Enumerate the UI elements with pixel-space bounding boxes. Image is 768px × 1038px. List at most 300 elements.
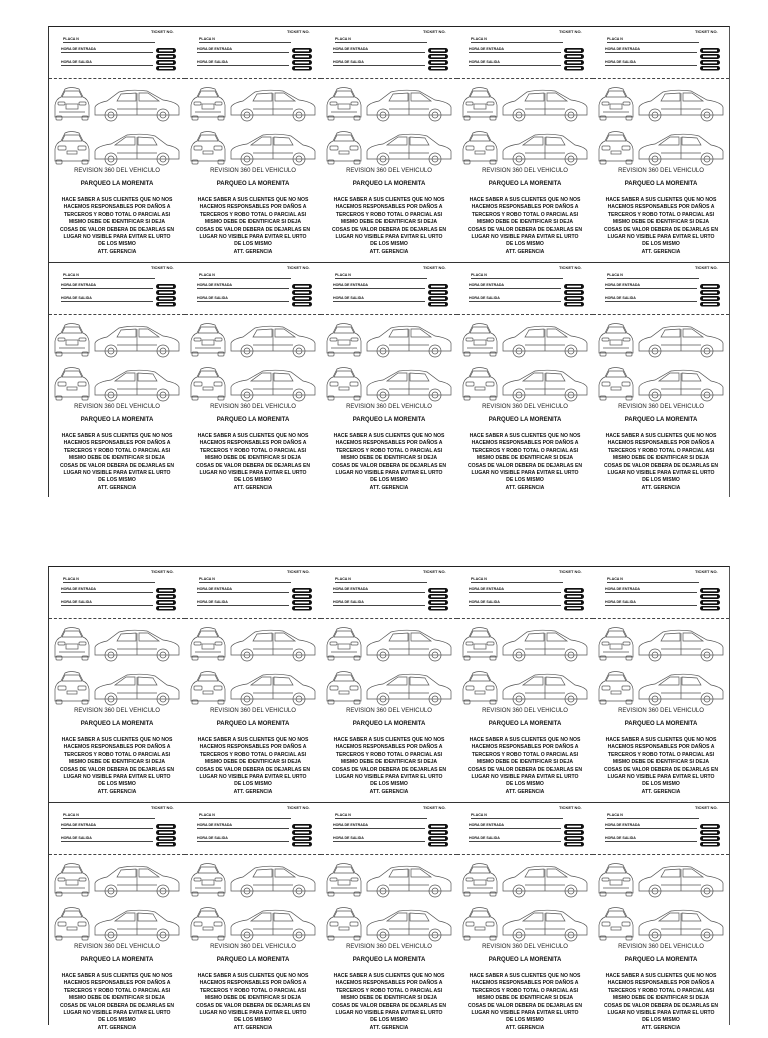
ticket-number-label: TICKET NO.	[287, 265, 310, 270]
disclaimer-line: HACE SABER A SUS CLIENTES QUE NO NOS	[333, 737, 445, 743]
disclaimer-line: HACE SABER A SUS CLIENTES QUE NO NOS	[469, 737, 581, 743]
car-front-view-icon	[191, 324, 225, 357]
car-rear-view-icon	[327, 672, 361, 705]
ticket-number-label: TICKET NO.	[695, 805, 718, 810]
car-side-view-icon	[503, 866, 587, 897]
entry-time-line	[605, 52, 697, 53]
disclaimer-line: MISMO DEBE DE IDENTIFICAR SI DEJA	[340, 219, 438, 226]
parking-name: PARQUEO LA MORENITA	[488, 417, 562, 423]
disclaimer-line: TERCEROS Y ROBO TOTAL O PARCIAL ASI	[199, 751, 307, 758]
car-side-view-icon	[95, 370, 179, 401]
exit-time-line	[469, 605, 561, 606]
disclaimer-line: LUGAR NO VISIBLE PARA EVITAR EL URTO	[63, 234, 171, 241]
parking-ticket	[321, 27, 457, 262]
entry-time-line	[197, 828, 289, 829]
parking-ticket	[457, 27, 593, 262]
parking-name: PARQUEO LA MORENITA	[80, 721, 154, 727]
car-rear-view-icon	[463, 368, 497, 401]
disclaimer-line: TERCEROS Y ROBO TOTAL O PARCIAL ASI	[607, 447, 715, 454]
vehicle-diagram	[323, 319, 455, 403]
parking-ticket	[321, 567, 457, 802]
ticket-number-label: TICKET NO.	[287, 805, 310, 810]
car-front-view-icon	[55, 88, 89, 121]
parking-ticket	[185, 263, 321, 498]
parking-name: PARQUEO LA MORENITA	[488, 181, 562, 187]
disclaimer-line: TERCEROS Y ROBO TOTAL O PARCIAL ASI	[335, 211, 443, 218]
parking-name: PARQUEO LA MORENITA	[352, 957, 426, 963]
ticket-number-label: TICKET NO.	[151, 569, 174, 574]
disclaimer-line: DE LOS MISMO	[234, 477, 272, 484]
exit-time-label: HORA DE SALIDA	[197, 296, 228, 300]
disclaimer-line: MISMO DEBE DE IDENTIFICAR SI DEJA	[204, 759, 302, 766]
plate-label: PLACA N	[335, 813, 351, 817]
disclaimer-line: TERCEROS Y ROBO TOTAL O PARCIAL ASI	[335, 987, 443, 994]
entry-time-line	[197, 288, 289, 289]
barcode-icon	[155, 47, 177, 71]
ticket-number-label: TICKET NO.	[559, 29, 582, 34]
cut-line	[321, 314, 457, 315]
exit-time-label: HORA DE SALIDA	[605, 836, 636, 840]
barcode-icon	[427, 823, 449, 847]
disclaimer	[189, 433, 317, 492]
disclaimer-line: MISMO DEBE DE IDENTIFICAR SI DEJA	[204, 455, 302, 462]
review-title: REVISION 360 DEL VEHICULO	[210, 944, 296, 950]
exit-time-line	[333, 605, 425, 606]
car-side-view-icon	[231, 866, 315, 897]
ticket-number-label: TICKET NO.	[151, 805, 174, 810]
barcode-icon	[563, 283, 585, 307]
entry-time-label: HORA DE ENTRADA	[333, 47, 369, 51]
vehicle-diagram	[595, 859, 727, 943]
plate-line	[335, 582, 427, 583]
exit-time-label: HORA DE SALIDA	[333, 600, 364, 604]
review-title: REVISION 360 DEL VEHICULO	[618, 708, 704, 714]
disclaimer-line: ATT. GERENCIA	[233, 788, 273, 795]
disclaimer-line: LUGAR NO VISIBLE PARA EVITAR EL URTO	[335, 470, 443, 477]
car-front-view-icon	[463, 324, 497, 357]
plate-label: PLACA N	[335, 37, 351, 41]
disclaimer	[189, 973, 317, 1032]
car-side-view-icon	[95, 90, 179, 121]
exit-time-label: HORA DE SALIDA	[333, 60, 364, 64]
car-side-view-icon	[367, 326, 451, 357]
disclaimer-line: DE LOS MISMO	[370, 1017, 408, 1024]
disclaimer-line: HACEMOS RESPONSABLES POR DAÑOS A	[63, 980, 171, 987]
exit-time-label: HORA DE SALIDA	[61, 296, 92, 300]
entry-time-label: HORA DE ENTRADA	[605, 283, 641, 287]
ticket-number-label: TICKET NO.	[151, 29, 174, 34]
parking-name: PARQUEO LA MORENITA	[624, 181, 698, 187]
plate-line	[335, 278, 427, 279]
barcode-icon	[155, 283, 177, 307]
plate-label: PLACA N	[607, 577, 623, 581]
ticket-number-label: TICKET NO.	[423, 805, 446, 810]
car-rear-view-icon	[463, 908, 497, 941]
car-front-view-icon	[599, 88, 633, 121]
car-front-view-icon	[463, 864, 497, 897]
parking-name: PARQUEO LA MORENITA	[624, 957, 698, 963]
disclaimer-line: TERCEROS Y ROBO TOTAL O PARCIAL ASI	[199, 211, 307, 218]
barcode-icon	[699, 47, 721, 71]
plate-line	[63, 278, 155, 279]
vehicle-diagram	[323, 83, 455, 167]
car-front-view-icon	[463, 88, 497, 121]
disclaimer-line: COSAS DE VALOR DEBERA DE DEJARLAS EN	[467, 1002, 583, 1009]
disclaimer-line: LUGAR NO VISIBLE PARA EVITAR EL URTO	[63, 470, 171, 477]
review-title: REVISION 360 DEL VEHICULO	[74, 708, 160, 714]
plate-line	[63, 582, 155, 583]
ticket-number-label: TICKET NO.	[559, 265, 582, 270]
exit-time-line	[605, 605, 697, 606]
exit-time-label: HORA DE SALIDA	[605, 60, 636, 64]
car-side-view-icon	[639, 630, 723, 661]
car-front-view-icon	[599, 864, 633, 897]
exit-time-label: HORA DE SALIDA	[333, 296, 364, 300]
disclaimer	[597, 973, 725, 1032]
car-side-view-icon	[231, 910, 315, 941]
disclaimer-line: HACE SABER A SUS CLIENTES QUE NO NOS	[333, 973, 445, 979]
plate-line	[607, 582, 699, 583]
disclaimer-line: ATT. GERENCIA	[505, 484, 545, 491]
car-side-view-icon	[639, 326, 723, 357]
plate-line	[471, 42, 563, 43]
car-side-view-icon	[503, 630, 587, 661]
disclaimer-line: COSAS DE VALOR DEBERA DE DEJARLAS EN	[603, 226, 719, 233]
plate-line	[199, 42, 291, 43]
disclaimer-line: HACEMOS RESPONSABLES POR DAÑOS A	[471, 204, 579, 211]
parking-ticket	[185, 567, 321, 802]
cut-line	[457, 78, 593, 79]
parking-name: PARQUEO LA MORENITA	[352, 181, 426, 187]
ticket-number-label: TICKET NO.	[151, 265, 174, 270]
entry-time-label: HORA DE ENTRADA	[469, 47, 505, 51]
plate-label: PLACA N	[63, 273, 79, 277]
parking-name: PARQUEO LA MORENITA	[488, 721, 562, 727]
disclaimer-line: LUGAR NO VISIBLE PARA EVITAR EL URTO	[199, 1010, 307, 1017]
cut-line	[185, 618, 321, 619]
parking-name: PARQUEO LA MORENITA	[488, 957, 562, 963]
disclaimer-line: ATT. GERENCIA	[505, 788, 545, 795]
disclaimer-line: MISMO DEBE DE IDENTIFICAR SI DEJA	[68, 995, 166, 1002]
car-side-view-icon	[503, 90, 587, 121]
plate-line	[471, 818, 563, 819]
disclaimer-line: HACE SABER A SUS CLIENTES QUE NO NOS	[333, 433, 445, 439]
car-side-view-icon	[639, 910, 723, 941]
disclaimer-line: HACEMOS RESPONSABLES POR DAÑOS A	[199, 204, 307, 211]
cut-line	[593, 78, 729, 79]
car-front-view-icon	[55, 864, 89, 897]
disclaimer-line: ATT. GERENCIA	[369, 1024, 409, 1031]
car-side-view-icon	[231, 134, 315, 165]
ticket-number-label: TICKET NO.	[695, 265, 718, 270]
disclaimer-line: LUGAR NO VISIBLE PARA EVITAR EL URTO	[335, 234, 443, 241]
ticket-band	[49, 262, 729, 498]
ticket-sheet-2	[48, 566, 730, 1031]
car-side-view-icon	[639, 370, 723, 401]
barcode-icon	[427, 47, 449, 71]
ticket-band	[49, 567, 729, 802]
exit-time-label: HORA DE SALIDA	[605, 296, 636, 300]
disclaimer-line: HACE SABER A SUS CLIENTES QUE NO NOS	[197, 973, 309, 979]
review-title: REVISION 360 DEL VEHICULO	[482, 708, 568, 714]
disclaimer-line: COSAS DE VALOR DEBERA DE DEJARLAS EN	[603, 766, 719, 773]
disclaimer-line: DE LOS MISMO	[98, 1017, 136, 1024]
disclaimer-line: HACE SABER A SUS CLIENTES QUE NO NOS	[469, 433, 581, 439]
review-title: REVISION 360 DEL VEHICULO	[346, 944, 432, 950]
vehicle-diagram	[595, 319, 727, 403]
disclaimer-line: TERCEROS Y ROBO TOTAL O PARCIAL ASI	[607, 211, 715, 218]
vehicle-diagram	[323, 859, 455, 943]
disclaimer-line: HACE SABER A SUS CLIENTES QUE NO NOS	[197, 197, 309, 203]
parking-ticket	[457, 567, 593, 802]
car-rear-view-icon	[191, 368, 225, 401]
car-front-view-icon	[191, 88, 225, 121]
vehicle-diagram	[51, 319, 183, 403]
plate-line	[63, 818, 155, 819]
exit-time-label: HORA DE SALIDA	[469, 836, 500, 840]
ticket-number-label: TICKET NO.	[695, 29, 718, 34]
disclaimer-line: DE LOS MISMO	[642, 781, 680, 788]
exit-time-line	[605, 301, 697, 302]
disclaimer-line: HACEMOS RESPONSABLES POR DAÑOS A	[199, 440, 307, 447]
ticket-band	[49, 27, 729, 262]
car-front-view-icon	[327, 324, 361, 357]
cut-line	[457, 314, 593, 315]
car-rear-view-icon	[599, 908, 633, 941]
plate-line	[471, 582, 563, 583]
disclaimer-line: TERCEROS Y ROBO TOTAL O PARCIAL ASI	[607, 987, 715, 994]
parking-ticket	[49, 27, 185, 262]
car-rear-view-icon	[191, 908, 225, 941]
disclaimer-line: DE LOS MISMO	[642, 241, 680, 248]
cut-line	[49, 78, 185, 79]
review-title: REVISION 360 DEL VEHICULO	[482, 404, 568, 410]
car-rear-view-icon	[55, 908, 89, 941]
car-side-view-icon	[639, 90, 723, 121]
entry-time-line	[61, 288, 153, 289]
parking-name: PARQUEO LA MORENITA	[80, 181, 154, 187]
cut-line	[457, 618, 593, 619]
disclaimer-line: ATT. GERENCIA	[97, 788, 137, 795]
disclaimer-line: DE LOS MISMO	[506, 477, 544, 484]
disclaimer-line: COSAS DE VALOR DEBERA DE DEJARLAS EN	[59, 766, 175, 773]
disclaimer-line: ATT. GERENCIA	[97, 484, 137, 491]
cut-line	[49, 314, 185, 315]
plate-line	[63, 42, 155, 43]
car-rear-view-icon	[599, 132, 633, 165]
car-side-view-icon	[367, 674, 451, 705]
plate-line	[335, 818, 427, 819]
vehicle-diagram	[459, 623, 591, 707]
disclaimer-line: DE LOS MISMO	[506, 241, 544, 248]
review-title: REVISION 360 DEL VEHICULO	[74, 168, 160, 174]
disclaimer-line: ATT. GERENCIA	[505, 1024, 545, 1031]
car-front-view-icon	[55, 324, 89, 357]
disclaimer-line: COSAS DE VALOR DEBERA DE DEJARLAS EN	[467, 226, 583, 233]
barcode-icon	[427, 283, 449, 307]
plate-label: PLACA N	[63, 37, 79, 41]
plate-line	[335, 42, 427, 43]
car-side-view-icon	[503, 910, 587, 941]
car-rear-view-icon	[191, 672, 225, 705]
disclaimer-line: MISMO DEBE DE IDENTIFICAR SI DEJA	[612, 219, 710, 226]
entry-time-label: HORA DE ENTRADA	[61, 47, 97, 51]
disclaimer-line: LUGAR NO VISIBLE PARA EVITAR EL URTO	[471, 1010, 579, 1017]
disclaimer-line: DE LOS MISMO	[370, 241, 408, 248]
exit-time-line	[197, 301, 289, 302]
exit-time-line	[61, 65, 153, 66]
disclaimer-line: ATT. GERENCIA	[369, 248, 409, 255]
exit-time-label: HORA DE SALIDA	[61, 60, 92, 64]
exit-time-label: HORA DE SALIDA	[469, 60, 500, 64]
disclaimer-line: HACE SABER A SUS CLIENTES QUE NO NOS	[469, 197, 581, 203]
disclaimer-line: ATT. GERENCIA	[233, 1024, 273, 1031]
disclaimer	[461, 973, 589, 1032]
vehicle-diagram	[459, 859, 591, 943]
parking-name: PARQUEO LA MORENITA	[216, 181, 290, 187]
disclaimer-line: MISMO DEBE DE IDENTIFICAR SI DEJA	[204, 995, 302, 1002]
disclaimer-line: COSAS DE VALOR DEBERA DE DEJARLAS EN	[195, 766, 311, 773]
exit-time-label: HORA DE SALIDA	[61, 836, 92, 840]
plate-line	[607, 818, 699, 819]
review-title: REVISION 360 DEL VEHICULO	[210, 708, 296, 714]
parking-ticket	[49, 803, 185, 1038]
car-side-view-icon	[639, 866, 723, 897]
car-front-view-icon	[55, 628, 89, 661]
disclaimer-line: MISMO DEBE DE IDENTIFICAR SI DEJA	[68, 455, 166, 462]
car-side-view-icon	[367, 910, 451, 941]
exit-time-line	[197, 605, 289, 606]
car-rear-view-icon	[463, 132, 497, 165]
entry-time-label: HORA DE ENTRADA	[333, 587, 369, 591]
disclaimer-line: HACEMOS RESPONSABLES POR DAÑOS A	[471, 440, 579, 447]
barcode-icon	[291, 283, 313, 307]
disclaimer	[53, 973, 181, 1032]
disclaimer-line: DE LOS MISMO	[506, 781, 544, 788]
disclaimer-line: LUGAR NO VISIBLE PARA EVITAR EL URTO	[471, 774, 579, 781]
disclaimer-line: TERCEROS Y ROBO TOTAL O PARCIAL ASI	[471, 987, 579, 994]
car-side-view-icon	[503, 326, 587, 357]
ticket-number-label: TICKET NO.	[423, 569, 446, 574]
review-title: REVISION 360 DEL VEHICULO	[618, 944, 704, 950]
disclaimer-line: COSAS DE VALOR DEBERA DE DEJARLAS EN	[603, 1002, 719, 1009]
disclaimer-line: TERCEROS Y ROBO TOTAL O PARCIAL ASI	[199, 987, 307, 994]
plate-line	[607, 42, 699, 43]
disclaimer-line: LUGAR NO VISIBLE PARA EVITAR EL URTO	[607, 1010, 715, 1017]
cut-line	[185, 78, 321, 79]
car-front-view-icon	[191, 864, 225, 897]
entry-time-line	[469, 592, 561, 593]
disclaimer-line: COSAS DE VALOR DEBERA DE DEJARLAS EN	[467, 766, 583, 773]
disclaimer-line: ATT. GERENCIA	[97, 248, 137, 255]
disclaimer-line: COSAS DE VALOR DEBERA DE DEJARLAS EN	[331, 462, 447, 469]
plate-label: PLACA N	[63, 813, 79, 817]
entry-time-line	[61, 828, 153, 829]
ticket-number-label: TICKET NO.	[559, 569, 582, 574]
disclaimer-line: HACEMOS RESPONSABLES POR DAÑOS A	[63, 440, 171, 447]
barcode-icon	[563, 823, 585, 847]
car-rear-view-icon	[327, 908, 361, 941]
cut-line	[321, 78, 457, 79]
barcode-icon	[427, 587, 449, 611]
ticket-number-label: TICKET NO.	[423, 265, 446, 270]
disclaimer-line: TERCEROS Y ROBO TOTAL O PARCIAL ASI	[335, 751, 443, 758]
disclaimer-line: MISMO DEBE DE IDENTIFICAR SI DEJA	[612, 995, 710, 1002]
exit-time-line	[61, 605, 153, 606]
disclaimer-line: ATT. GERENCIA	[369, 484, 409, 491]
disclaimer-line: ATT. GERENCIA	[641, 1024, 681, 1031]
car-front-view-icon	[327, 864, 361, 897]
barcode-icon	[155, 587, 177, 611]
plate-label: PLACA N	[335, 273, 351, 277]
disclaimer-line: DE LOS MISMO	[370, 477, 408, 484]
disclaimer	[325, 973, 453, 1032]
vehicle-diagram	[187, 319, 319, 403]
disclaimer-line: TERCEROS Y ROBO TOTAL O PARCIAL ASI	[199, 447, 307, 454]
exit-time-line	[197, 65, 289, 66]
disclaimer-line: MISMO DEBE DE IDENTIFICAR SI DEJA	[476, 759, 574, 766]
plate-label: PLACA N	[607, 273, 623, 277]
disclaimer-line: HACEMOS RESPONSABLES POR DAÑOS A	[63, 744, 171, 751]
parking-ticket	[593, 263, 729, 498]
vehicle-diagram	[323, 623, 455, 707]
disclaimer-line: MISMO DEBE DE IDENTIFICAR SI DEJA	[204, 219, 302, 226]
disclaimer	[189, 737, 317, 796]
disclaimer-line: DE LOS MISMO	[234, 241, 272, 248]
parking-name: PARQUEO LA MORENITA	[80, 417, 154, 423]
disclaimer-line: ATT. GERENCIA	[233, 248, 273, 255]
disclaimer-line: HACEMOS RESPONSABLES POR DAÑOS A	[471, 744, 579, 751]
review-title: REVISION 360 DEL VEHICULO	[74, 404, 160, 410]
entry-time-label: HORA DE ENTRADA	[333, 283, 369, 287]
car-side-view-icon	[231, 370, 315, 401]
exit-time-line	[197, 841, 289, 842]
vehicle-diagram	[51, 83, 183, 167]
cut-line	[593, 618, 729, 619]
cut-line	[49, 618, 185, 619]
disclaimer-line: HACE SABER A SUS CLIENTES QUE NO NOS	[469, 973, 581, 979]
entry-time-label: HORA DE ENTRADA	[61, 587, 97, 591]
disclaimer-line: HACEMOS RESPONSABLES POR DAÑOS A	[199, 980, 307, 987]
plate-label: PLACA N	[607, 37, 623, 41]
car-side-view-icon	[367, 90, 451, 121]
entry-time-label: HORA DE ENTRADA	[469, 587, 505, 591]
car-side-view-icon	[503, 674, 587, 705]
disclaimer-line: COSAS DE VALOR DEBERA DE DEJARLAS EN	[195, 226, 311, 233]
plate-line	[199, 582, 291, 583]
disclaimer-line: HACEMOS RESPONSABLES POR DAÑOS A	[63, 204, 171, 211]
parking-ticket	[49, 567, 185, 802]
disclaimer-line: HACEMOS RESPONSABLES POR DAÑOS A	[335, 744, 443, 751]
disclaimer-line: TERCEROS Y ROBO TOTAL O PARCIAL ASI	[335, 447, 443, 454]
review-title: REVISION 360 DEL VEHICULO	[346, 708, 432, 714]
parking-name: PARQUEO LA MORENITA	[216, 417, 290, 423]
disclaimer-line: ATT. GERENCIA	[641, 248, 681, 255]
disclaimer-line: MISMO DEBE DE IDENTIFICAR SI DEJA	[476, 995, 574, 1002]
car-side-view-icon	[231, 630, 315, 661]
disclaimer	[53, 433, 181, 492]
entry-time-label: HORA DE ENTRADA	[469, 283, 505, 287]
disclaimer-line: HACEMOS RESPONSABLES POR DAÑOS A	[335, 980, 443, 987]
parking-ticket	[185, 27, 321, 262]
parking-ticket	[593, 27, 729, 262]
disclaimer-line: COSAS DE VALOR DEBERA DE DEJARLAS EN	[331, 226, 447, 233]
disclaimer-line: DE LOS MISMO	[370, 781, 408, 788]
exit-time-line	[469, 841, 561, 842]
plate-label: PLACA N	[199, 273, 215, 277]
car-side-view-icon	[367, 134, 451, 165]
plate-line	[607, 278, 699, 279]
